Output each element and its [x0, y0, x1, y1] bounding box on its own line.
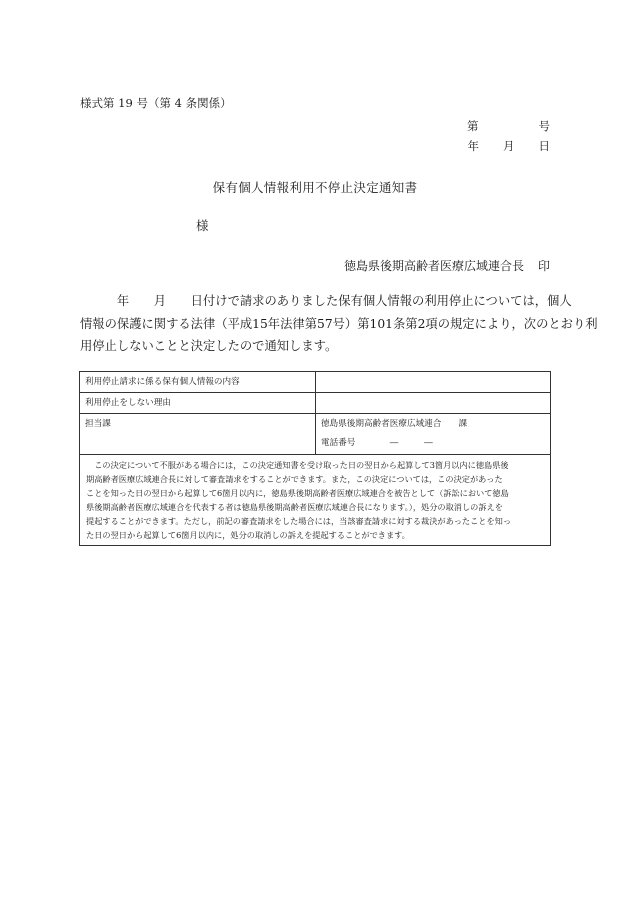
body-paragraph [80, 290, 598, 358]
notice-line: ことを知った日の翌日から起算して6箇月以内に，徳島県後期高齢者医療広域連合を被告として（訴訟において徳島 [86, 488, 509, 498]
department-name: 徳島県後期高齢者医療広域連合 課 [321, 419, 468, 429]
notice-line: 県後期高齢者医療広域連合を代表する者は徳島県後期高齢者医療広域連合長になります。），処分の取消しの訴えを [86, 502, 503, 512]
reason-value [316, 393, 551, 414]
document-number-suffix: 号 [538, 119, 550, 133]
document-number [467, 118, 550, 134]
seal-mark: 印 [537, 259, 550, 273]
document-number-prefix: 第 [467, 119, 479, 133]
document-title: 保有個人情報利用不停止決定通知書 [212, 180, 418, 195]
department-contact [316, 414, 551, 455]
appeal-notice [80, 455, 551, 546]
date-year: 年 [467, 139, 479, 153]
request-content-label: 利用停止請求に係る保有個人情報の内容 [80, 372, 316, 393]
notice-line: 期高齢者医療広域連合長に対して審査請求をすることができます。また，この決定については，この決定があった [86, 474, 503, 484]
decision-info-table [79, 371, 551, 546]
table-row [80, 393, 551, 414]
date-blank-month [479, 138, 503, 154]
addressee-honorific: 様 [196, 218, 209, 233]
table-row [80, 414, 551, 455]
request-content-value [316, 372, 551, 393]
reason-label: 利用停止をしない理由 [80, 393, 316, 414]
department-label: 担当課 [80, 414, 316, 455]
table-row [80, 372, 551, 393]
document-number-blank [479, 118, 539, 134]
document-date [468, 138, 551, 154]
notice-line: た日の翌日から起算して6箇月以内に，処分の取消しの訴えを提起することができます。 [86, 530, 410, 540]
date-day: 日 [538, 139, 550, 153]
issuer [344, 257, 550, 274]
notice-line: 提起することができます。ただし，前記の審査請求をした場合には，当該審査請求に対する裁決があったことを知っ [86, 516, 512, 526]
issuer-name: 徳島県後期高齢者医療広域連合長 [343, 259, 524, 273]
body-line: 年 月 日付けで請求のありました保有個人情報の利用停止については，個人 [80, 294, 572, 308]
date-month: 月 [503, 139, 515, 153]
notice-line: この決定について不服がある場合には，この決定通知書を受け取った日の翌日から起算して3箇月以内に徳島県後 [86, 460, 509, 470]
form-number: 様式第 19 号（第 4 条関係） [80, 96, 232, 110]
body-line: 情報の保護に関する法律（平成15年法律第57号）第101条第2項の規定により，次のとおり利 [80, 316, 598, 331]
date-blank-day [515, 138, 539, 154]
body-line: 用停止しないことと決定したので通知します。 [80, 339, 338, 353]
phone-number: 電話番号 ― ― [321, 438, 433, 448]
table-row [80, 455, 551, 546]
